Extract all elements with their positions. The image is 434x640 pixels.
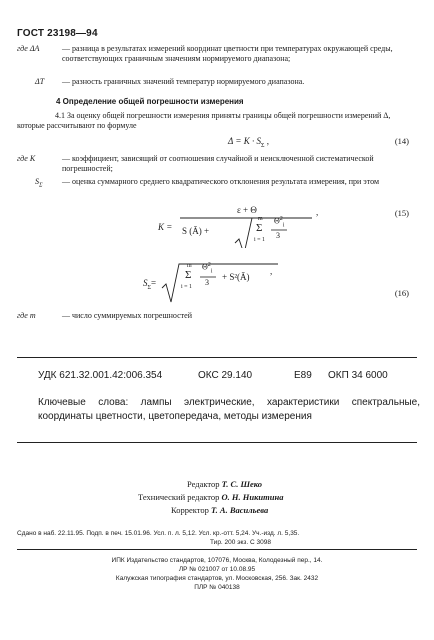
equation-14 <box>228 136 269 149</box>
inner-denominator: 3 <box>276 231 280 240</box>
sum-sign: Σ <box>185 269 192 281</box>
inner-fraction-bar <box>200 276 218 279</box>
print-info-line: Тир. 200 экз. С 3098 <box>210 539 271 546</box>
divider-rule <box>17 549 417 550</box>
editor-line: Редактор Т. С. Шеко <box>187 479 263 489</box>
radical-graphic <box>160 258 280 306</box>
sum-lower: i = 1 <box>254 237 266 243</box>
definition-text: — разница в результатах измерений координат цветности при температурах окружающей среды, соответствующих граничным значениям нормируемого диапазона; <box>62 44 393 63</box>
fraction-numerator: ε + Θ <box>237 205 257 215</box>
keywords: Ключевые слова: лампы электрические, характеристики спектральные, координаты цветности, цветопередача, методы измерения <box>38 397 420 422</box>
paragraph-4-1: 4.1 За оценку общей погрешности измерения приняты границы общей погрешности измерений Δ, которые рассчитывают по формуле <box>17 111 391 130</box>
divider-rule <box>17 442 417 443</box>
equation-tail: , <box>266 136 269 146</box>
equation-16: $S_\Sigma=$ <box>143 278 157 291</box>
print-info-line: Сдано в наб. 22.11.95. Подп. в печ. 15.01.96. Усл. п. л. 5,12. Усл. кр.-отт. 5,24. Уч.-изд. л. 5,35. <box>17 530 300 537</box>
plus-term: + S²(Ā) <box>222 272 250 282</box>
e-code: Е89 <box>294 370 312 381</box>
definition-s-sigma <box>17 177 417 199</box>
publisher-line: ЛР № 021007 от 10.08.95 <box>178 566 256 573</box>
definition-term: ΔT <box>35 77 45 86</box>
fraction-denominator-left: S (Ā) + <box>182 226 210 236</box>
inner-denominator: 3 <box>205 278 209 287</box>
equation-number-14: (14) <box>394 136 409 146</box>
publisher-line: ИПК Издательство стандартов, 107076, Москва, Колодезный пер., 14. <box>111 557 323 564</box>
okp-code: ОКП 34 6000 <box>328 370 388 381</box>
equation-subscript: Σ <box>260 142 265 149</box>
equation-15 <box>158 222 172 232</box>
tech-editor-line: Технический редактор О. Н. Никитина <box>138 492 284 502</box>
publisher-line: ПЛР № 040138 <box>194 584 240 591</box>
definition-delta-t <box>17 77 417 89</box>
definition-text: — число суммируемых погрешностей <box>62 311 193 320</box>
equation-number-15: (15) <box>394 208 409 218</box>
section-title: 4 Определение общей погрешности измерения <box>56 97 244 106</box>
definition-term: где K <box>17 154 36 163</box>
equation-tail: , <box>270 266 273 276</box>
inner-fraction-bar <box>271 229 289 232</box>
classification-line <box>38 370 418 381</box>
equation-lhs: K = <box>158 222 173 232</box>
sum-sign: Σ <box>256 222 263 234</box>
theta-term: $\Theta^2_i$ <box>274 216 285 229</box>
definition-text: — коэффициент, зависящий от соотношения случайной и неисключенной систематической погрешностей; <box>62 154 374 173</box>
sum-lower: i = 1 <box>181 284 193 290</box>
definition-m <box>17 311 417 323</box>
equation-tail: , <box>316 207 319 217</box>
sum-upper: m <box>187 263 192 269</box>
divider-rule <box>17 357 417 358</box>
theta-term: $\Theta^2_i$ <box>202 262 213 275</box>
equation-number-16: (16) <box>394 288 409 298</box>
document-code: ГОСТ 23198—94 <box>17 28 98 39</box>
oks-code: ОКС 29.140 <box>198 370 253 381</box>
definition-k <box>17 154 417 176</box>
definition-term: где m <box>17 311 36 320</box>
equation-lhs: Δ = K · S <box>228 136 261 146</box>
publisher-line: Калужская типография стандартов, ул. Московская, 256. Зак. 2432 <box>115 575 319 582</box>
udk-code: УДК 621.32.001.42:006.354 <box>38 370 163 381</box>
definition-text: — оценка суммарного среднего квадратического отклонения результата измерения, при этом <box>62 177 380 186</box>
fraction-graphic <box>172 198 332 248</box>
definition-delta-a <box>17 44 417 72</box>
sum-upper: m <box>258 216 263 222</box>
definition-text: — разность граничных значений температур нормируемого диапазона. <box>62 77 305 86</box>
definition-term: $S_\Sigma$ <box>35 177 43 189</box>
definition-term: где ΔA <box>17 44 40 53</box>
corrector-line: Корректор Т. А. Васильева <box>171 505 269 515</box>
